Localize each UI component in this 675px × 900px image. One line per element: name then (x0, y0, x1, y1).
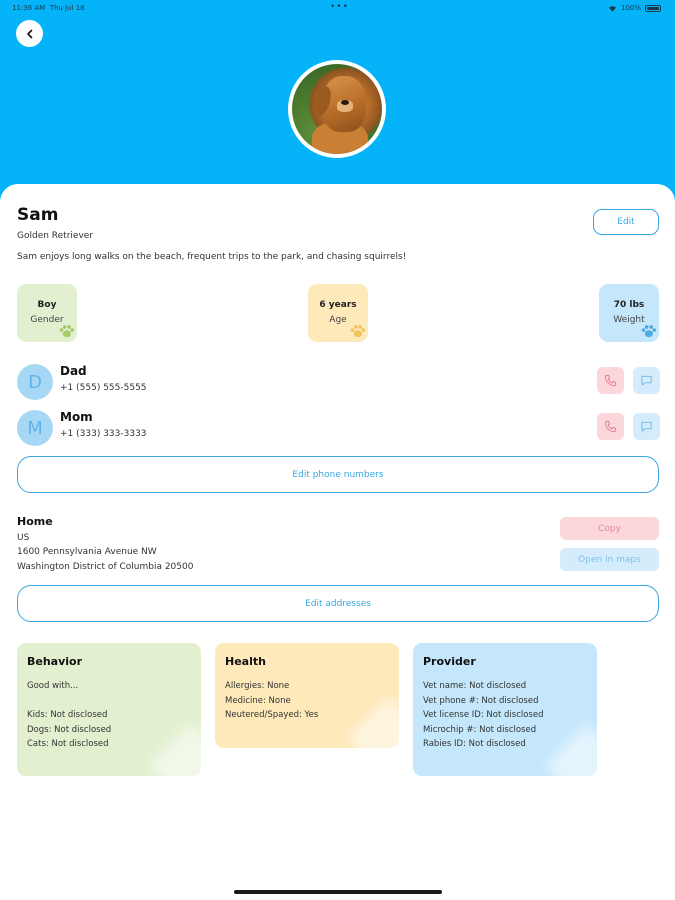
call-button[interactable] (597, 367, 624, 394)
behavior-line: Good with... (27, 681, 79, 691)
status-date-text: Thu Jul 18 (49, 4, 85, 12)
stat-age (308, 284, 368, 342)
contact-name: Dad (60, 364, 87, 378)
stat-gender (17, 284, 77, 342)
provider-title: Provider (423, 655, 476, 668)
stat-weight (599, 284, 659, 342)
message-button[interactable] (633, 367, 660, 394)
back-button[interactable] (16, 20, 43, 47)
open-in-maps-button[interactable]: Open in maps (560, 548, 659, 571)
status-bar (0, 0, 675, 18)
behavior-line: Kids: Not disclosed (27, 710, 108, 720)
battery-icon (645, 5, 661, 12)
health-title: Health (225, 655, 266, 668)
behavior-card[interactable] (17, 643, 201, 776)
status-indicators (608, 4, 661, 12)
behavior-title: Behavior (27, 655, 83, 668)
phone-icon (604, 420, 617, 433)
pet-photo (292, 64, 382, 154)
provider-line: Vet license ID: Not disclosed (423, 710, 544, 720)
paw-icon (348, 322, 366, 340)
address-country: US (17, 533, 30, 543)
edit-phone-numbers-button[interactable]: Edit phone numbers (17, 456, 659, 493)
contact-phone: +1 (555) 555-5555 (60, 383, 147, 393)
message-icon (640, 374, 653, 387)
stat-label: Gender (30, 315, 64, 325)
contact-row-dad (17, 364, 659, 404)
paw-icon (639, 322, 657, 340)
stat-value: 6 years (319, 300, 357, 310)
stat-value: 70 lbs (613, 300, 645, 310)
edit-profile-button[interactable]: Edit (593, 209, 659, 235)
home-indicator[interactable] (234, 890, 442, 894)
provider-line: Microchip #: Not disclosed (423, 724, 537, 735)
chevron-left-icon (25, 29, 35, 39)
pet-name: Sam (17, 205, 59, 225)
stat-label: Age (329, 315, 347, 325)
message-icon (640, 420, 653, 433)
call-button[interactable] (597, 413, 624, 440)
copy-address-button[interactable]: Copy (560, 517, 659, 540)
contact-avatar: M (17, 410, 53, 446)
stat-value: Boy (37, 300, 57, 310)
provider-line: Rabies ID: Not disclosed (423, 739, 526, 749)
behavior-line: Dogs: Not disclosed (27, 724, 112, 735)
contact-avatar: D (17, 364, 53, 400)
status-time (12, 4, 85, 12)
multitask-dots[interactable]: ••• (330, 2, 349, 12)
provider-line: Vet name: Not disclosed (423, 681, 527, 691)
pet-breed: Golden Retriever (17, 231, 94, 241)
phone-icon (604, 374, 617, 387)
profile-header (0, 0, 675, 200)
behavior-line (27, 696, 191, 711)
health-line: Neutered/Spayed: Yes (225, 710, 319, 720)
battery-percent: 100% (620, 4, 641, 12)
message-button[interactable] (633, 413, 660, 440)
pet-bio: Sam enjoys long walks on the beach, frequent trips to the park, and chasing squirrels! (17, 252, 407, 262)
contact-name: Mom (60, 410, 93, 424)
dog-nose-shape (341, 100, 349, 105)
wifi-icon (608, 5, 617, 12)
address-title: Home (17, 515, 53, 528)
pet-avatar[interactable] (288, 60, 386, 158)
health-line: Medicine: None (225, 695, 291, 706)
provider-line: Vet phone #: Not disclosed (423, 695, 539, 706)
address-street: 1600 Pennsylvania Avenue NW (17, 547, 157, 557)
status-time-text: 11:36 AM (12, 4, 46, 12)
edit-addresses-button[interactable]: Edit addresses (17, 585, 659, 622)
contact-phone: +1 (333) 333-3333 (60, 429, 147, 439)
contact-row-mom (17, 410, 659, 450)
stat-label: Weight (613, 315, 645, 325)
address-city-line: Washington District of Columbia 20500 (17, 562, 194, 572)
provider-card[interactable] (413, 643, 597, 776)
paw-icon (57, 322, 75, 340)
health-line: Allergies: None (225, 681, 290, 691)
health-card[interactable] (215, 643, 399, 748)
behavior-line: Cats: Not disclosed (27, 739, 109, 749)
